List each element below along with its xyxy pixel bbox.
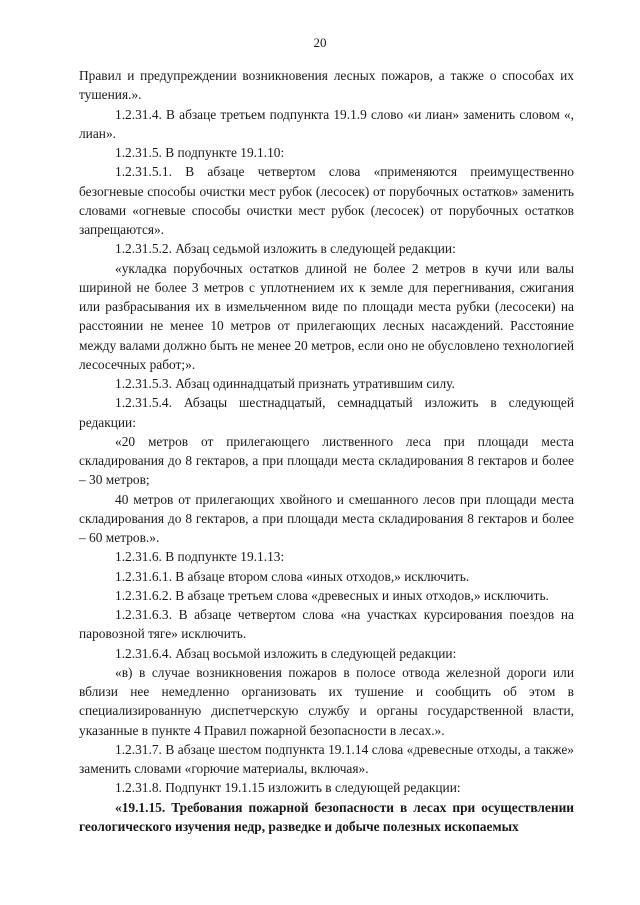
- paragraph: Правил и предупреждении возникновения лесных пожаров, а также о способах их тушения.».: [79, 68, 574, 103]
- section-heading: «19.1.15. Требования пожарной безопасности в лесах при осуществлении геологического изучения недр, разведке и добыче полезных ископаемых: [79, 799, 574, 834]
- paragraph: 1.2.31.5.1. В абзаце четвертом слова «применяются преимущественно безогневые способы очистки мест рубок (лесосек) от порубочных остатков» заменить словами «огневые способы очистки мест рубок (лесосек) от порубочных остатков запрещаются».: [79, 164, 574, 237]
- paragraph: 1.2.31.6.1. В абзаце втором слова «иных отходов,» исключить.: [115, 568, 470, 584]
- paragraph: 1.2.31.6.4. Абзац восьмой изложить в следующей редакции:: [115, 645, 457, 661]
- paragraph: 1.2.31.5.4. Абзацы шестнадцатый, семнадцатый изложить в следующей редакции:: [79, 395, 574, 430]
- paragraph: 1.2.31.6.3. В абзаце четвертом слова «на участках курсирования поездов на паровозной тяге» исключить.: [79, 607, 574, 642]
- paragraph: 1.2.31.6. В подпункте 19.1.13:: [115, 549, 285, 565]
- paragraph: 1.2.31.6.2. В абзаце третьем слова «древесных и иных отходов,» исключить.: [115, 587, 549, 603]
- paragraph: 1.2.31.7. В абзаце шестом подпункта 19.1.14 слова «древесные отходы, а также» заменить словами «горючие материалы, включая».: [79, 741, 574, 776]
- paragraph: 1.2.31.4. В абзаце третьем подпункта 19.1.9 слово «и лиан» заменить словом «, лиан».: [79, 106, 574, 141]
- document-body: [79, 66, 574, 836]
- paragraph: «20 метров от прилегающего лиственного леса при площади места складирования до 8 гектаров, а при площади места складирования 8 гектаров и более – 30 метров;: [79, 433, 574, 488]
- paragraph: 1.2.31.5.3. Абзац одиннадцатый признать утратившим силу.: [115, 376, 455, 391]
- paragraph: «в) в случае возникновения пожаров в полосе отвода железной дороги или вблизи нее немедленно организовать их тушение и сообщить об этом в специализированную диспетчерскую службу и органы государственной власти, указанные в пункте 4 Правил пожарной безопасности в лесах.».: [79, 664, 574, 738]
- paragraph: «укладка порубочных остатков длиной не более 2 метров в кучи или валы шириной не более 3 метров с уплотнением их к земле для перегнивания, сжигания или разбрасывания их в измельченном виде по площади места рубки (лесосеки) на расстоянии не менее 10 метров от прилегающих лесных насаждений. Расстояние между валами должно быть не менее 20 метров, если оно не обусловлено технологией лесосечных работ;».: [79, 260, 574, 372]
- page-number: 20: [313, 35, 327, 50]
- paragraph: 1.2.31.5. В подпункте 19.1.10:: [115, 145, 285, 160]
- paragraph: 1.2.31.8. Подпункт 19.1.15 изложить в следующей редакции:: [115, 780, 461, 796]
- paragraph: 1.2.31.5.2. Абзац седьмой изложить в следующей редакции:: [115, 241, 456, 257]
- paragraph: 40 метров от прилегающих хвойного и смешанного лесов при площади места складирования до 8 гектаров, а при площади места складирования 8 гектаров и более – 60 метров.».: [79, 491, 574, 545]
